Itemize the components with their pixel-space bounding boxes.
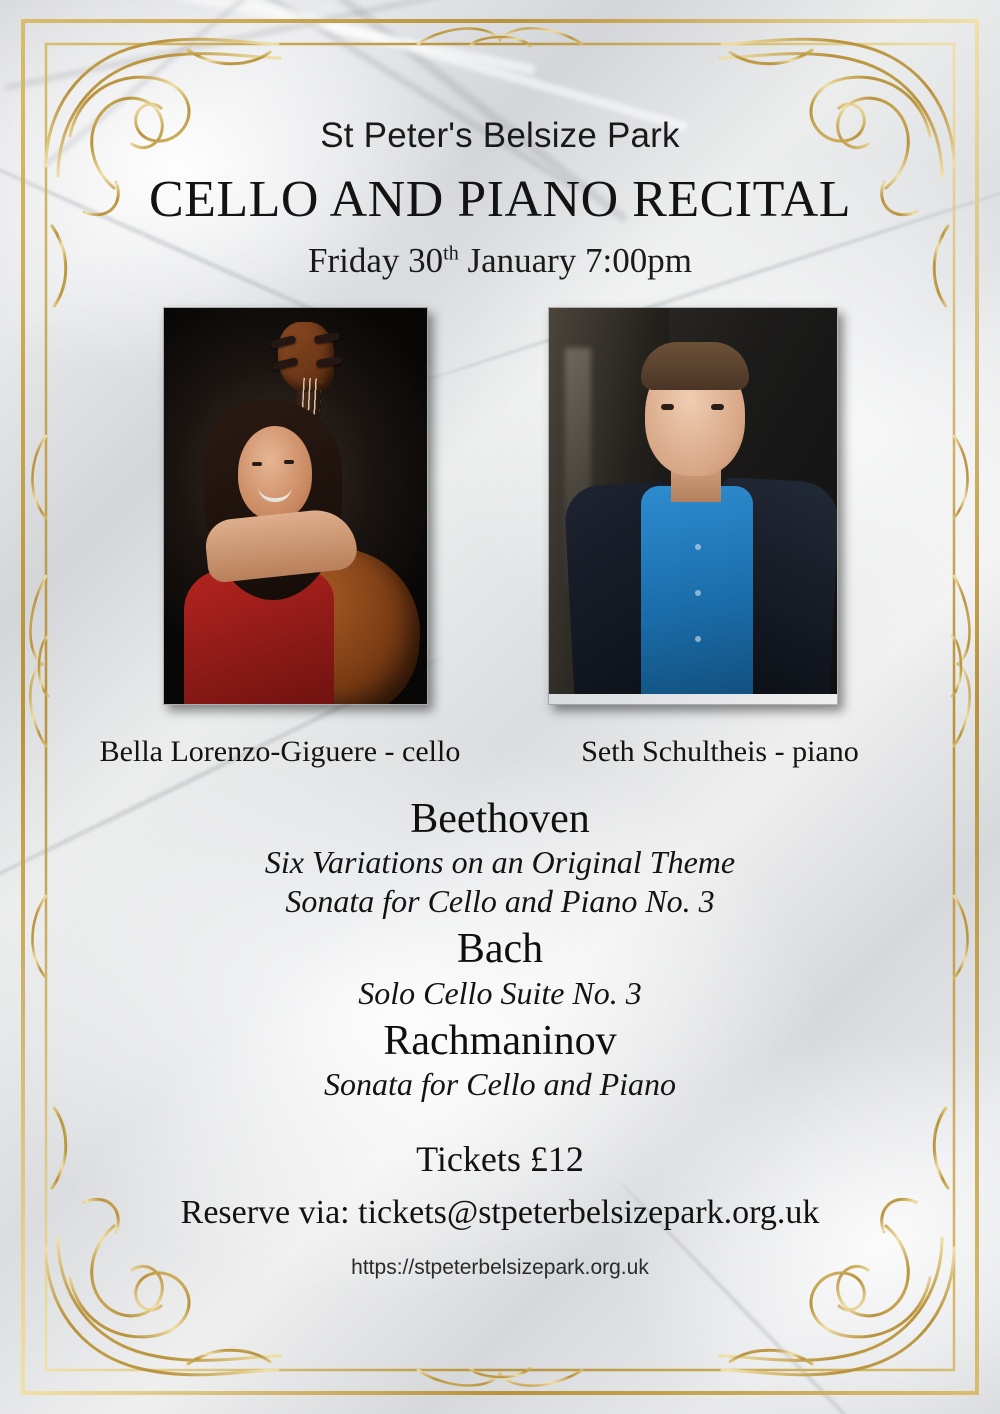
cellist-portrait [164,308,427,704]
composer-name: Bach [456,926,544,973]
venue-name: St Peter's Belsize Park [320,116,680,155]
cellist-photo-frame [163,307,428,705]
work-title: Solo Cello Suite No. 3 [358,974,642,1011]
work-title: Sonata for Cello and Piano No. 3 [285,883,715,920]
pianist-photo-frame [548,307,838,705]
composer-name: Beethoven [410,796,590,842]
date-suffix: January 7:00pm [458,241,692,280]
pianist-portrait [549,308,837,694]
programme-list [0,795,1000,1104]
reservation-contact[interactable]: Reserve via: tickets@stpeterbelsizepark.org.uk [180,1194,820,1232]
ticket-price: Tickets £12 [416,1139,584,1180]
website-url[interactable]: https://stpeterbelsizepark.org.uk [351,1256,649,1280]
composer-name: Rachmaninov [383,1017,617,1064]
event-date [0,241,1000,281]
date-prefix: Friday 30 [308,241,444,280]
date-ordinal: th [443,242,459,265]
pianist-credit: Seth Schultheis - piano [581,735,859,768]
work-title: Six Variations on an Original Theme [264,844,736,881]
performer-credits [0,735,1000,769]
page-title: CELLO AND PIANO RECITAL [148,171,852,228]
cellist-credit: Bella Lorenzo-Giguere - cello [99,735,461,768]
performer-photos [0,307,1000,705]
work-title: Sonata for Cello and Piano [324,1065,676,1102]
